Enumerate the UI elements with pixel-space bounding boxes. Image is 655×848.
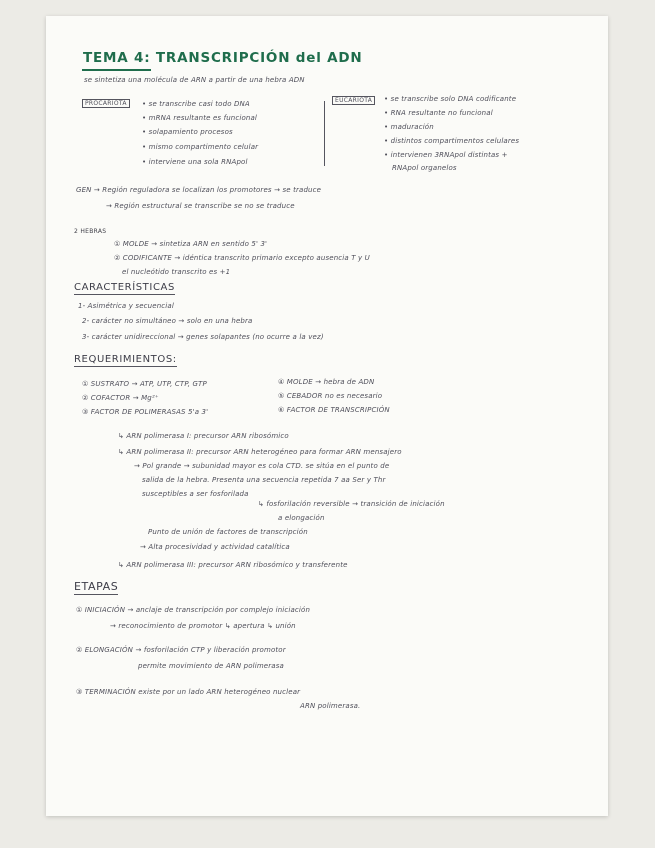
section-heading-etapas	[74, 580, 118, 593]
heading-text: ETAPAS	[74, 580, 119, 593]
hebra-note: el nucleótido transcrito es +1	[122, 268, 231, 276]
list-item: • RNA resultante no funcional	[384, 109, 493, 117]
list-item: • mRNA resultante es funcional	[142, 114, 258, 122]
list-item: • se transcribe solo DNA codificante	[384, 95, 517, 103]
section-heading-requerimientos	[74, 354, 177, 365]
polimerasa-line: Punto de unión de factores de transcripción	[148, 528, 308, 536]
notebook-page	[46, 16, 608, 816]
hebra-molde: ① MOLDE → sintetiza ARN en sentido 5' 3'	[114, 240, 268, 248]
hebra-codificante: ② CODIFICANTE → idéntica transcrito primario excepto ausencia T y U	[114, 254, 370, 262]
list-item: ① SUSTRATO → ATP, UTP, CTP, GTP	[82, 380, 207, 388]
polimerasa-line: ↳ ARN polimerasa III: precursor ARN ribosómico y transferente	[118, 561, 348, 569]
list-item: • maduración	[384, 123, 434, 131]
list-item: ③ FACTOR DE POLIMERASAS 5'a 3'	[82, 408, 209, 416]
section-heading-caracteristicas	[74, 282, 175, 293]
list-item: • intervienen 3RNApol distintas +	[384, 151, 508, 159]
heading-text: CARACTERÍSTICAS	[74, 282, 175, 293]
polimerasa-line: ↳ fosforilación reversible → transición de iniciación	[258, 500, 445, 508]
list-item: ⑤ CEBADOR no es necesario	[278, 392, 383, 400]
list-item: • se transcribe casi todo DNA	[142, 100, 250, 108]
polimerasa-line: susceptibles a ser fosforilada	[142, 490, 249, 498]
list-item: 1- Asimétrica y secuencial	[78, 302, 174, 310]
list-item: 3- carácter unidireccional → genes solapantes (no ocurre a la vez)	[82, 333, 324, 341]
list-item: • mismo compartimento celular	[142, 143, 259, 151]
polimerasa-line: → Alta procesividad y actividad catalítica	[140, 543, 290, 551]
eucariota-tag: EUCARIOTA	[332, 96, 375, 105]
page-title: TEMA 4: TRANSCRIPCIÓN del ADN	[83, 50, 363, 66]
section-heading-hebras: 2 HEBRAS	[74, 228, 107, 235]
list-item: • distintos compartimentos celulares	[384, 137, 520, 145]
procariota-tag: PROCARIOTA	[82, 99, 130, 108]
list-item: ② COFACTOR → Mg²⁺	[82, 394, 159, 402]
title-underline	[82, 69, 151, 71]
list-item: RNApol organelos	[392, 164, 457, 172]
etapa-line: ARN polimerasa.	[300, 702, 361, 710]
polimerasa-line: → Pol grande → subunidad mayor es cola CTD. se sitúa en el punto de	[134, 462, 390, 470]
polimerasa-line: ↳ ARN polimerasa I: precursor ARN ribosómico	[118, 432, 289, 440]
gen-line: → Región estructural se transcribe se no se traduce	[106, 202, 295, 210]
list-item: • solapamiento procesos	[142, 128, 233, 136]
list-item: ⑥ FACTOR DE TRANSCRIPCIÓN	[278, 406, 390, 414]
etapa-line: → reconocimiento de promotor ↳ apertura ↳ unión	[110, 622, 296, 630]
etapa-line: ③ TERMINACIÓN existe por un lado ARN heterogéneo nuclear	[76, 688, 301, 696]
heading-text: REQUERIMIENTOS:	[74, 354, 177, 365]
intro-line: se sintetiza una molécula de ARN a partir de una hebra ADN	[84, 76, 305, 84]
column-divider	[324, 101, 325, 166]
list-item: • interviene una sola RNApol	[142, 158, 248, 166]
etapa-line: permite movimiento de ARN polimerasa	[138, 662, 284, 670]
polimerasa-line: salida de la hebra. Presenta una secuencia repetida 7 aa Ser y Thr	[142, 476, 386, 484]
polimerasa-line: ↳ ARN polimerasa II: precursor ARN heterogéneo para formar ARN mensajero	[118, 448, 402, 456]
polimerasa-line: a elongación	[278, 514, 325, 522]
list-item: 2- carácter no simultáneo → solo en una hebra	[82, 317, 253, 325]
list-item: ④ MOLDE → hebra de ADN	[278, 378, 375, 386]
etapa-line: ② ELONGACIÓN → fosforilación CTP y liberación promotor	[76, 646, 286, 654]
gen-line: GEN → Región reguladora se localizan los promotores → se traduce	[76, 186, 322, 194]
etapa-line: ① INICIACIÓN → anclaje de transcripción por complejo iniciación	[76, 606, 311, 614]
